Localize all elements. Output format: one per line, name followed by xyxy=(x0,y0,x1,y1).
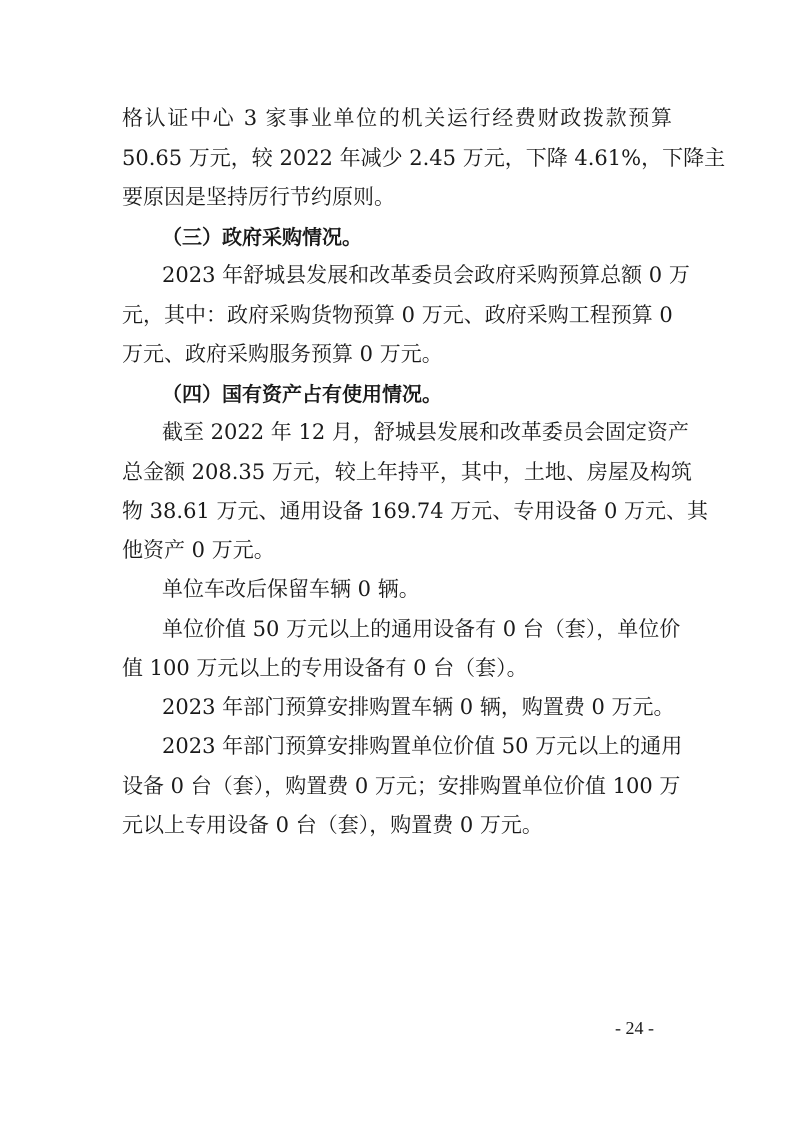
paragraph-line: 万元、政府采购服务预算 0 万元。 xyxy=(122,342,443,366)
paragraph-line: 截至 2022 年 12 月，舒城县发展和改革委员会固定资产 xyxy=(162,420,689,444)
paragraph-line: 总金额 208.35 万元，较上年持平，其中，土地、房屋及构筑 xyxy=(122,460,692,484)
paragraph-line: 50.65 万元，较 2022 年减少 2.45 万元，下降 4.61%，下降主 xyxy=(122,146,726,170)
paragraph-line: 设备 0 台（套），购置费 0 万元；安排购置单位价值 100 万 xyxy=(122,774,681,798)
paragraph-line: 元以上专用设备 0 台（套），购置费 0 万元。 xyxy=(122,813,543,837)
page-number: - 24 - xyxy=(615,1018,654,1038)
paragraph-line: 2023 年部门预算安排购置单位价值 50 万元以上的通用 xyxy=(162,734,683,758)
paragraph-line: 2023 年舒城县发展和改革委员会政府采购预算总额 0 万 xyxy=(162,263,690,287)
section-heading: （三）政府采购情况。 xyxy=(162,225,362,249)
section-heading: （四）国有资产占有使用情况。 xyxy=(162,382,442,406)
paragraph-line: 格认证中心 3 家事业单位的机关运行经费财政拨款预算 xyxy=(122,106,672,130)
paragraph-line: 单位价值 50 万元以上的通用设备有 0 台（套），单位价 xyxy=(162,617,681,641)
paragraph-line: 他资产 0 万元。 xyxy=(122,538,275,562)
paragraph-line: 值 100 万元以上的专用设备有 0 台（套）。 xyxy=(122,656,528,680)
paragraph-line: 元，其中：政府采购货物预算 0 万元、政府采购工程预算 0 xyxy=(122,303,673,327)
paragraph-line: 要原因是坚持厉行节约原则。 xyxy=(122,185,395,209)
paragraph-line: 物 38.61 万元、通用设备 169.74 万元、专用设备 0 万元、其 xyxy=(122,499,709,523)
paragraph-line: 2023 年部门预算安排购置车辆 0 辆，购置费 0 万元。 xyxy=(162,695,675,719)
paragraph-line: 单位车改后保留车辆 0 辆。 xyxy=(162,577,420,601)
